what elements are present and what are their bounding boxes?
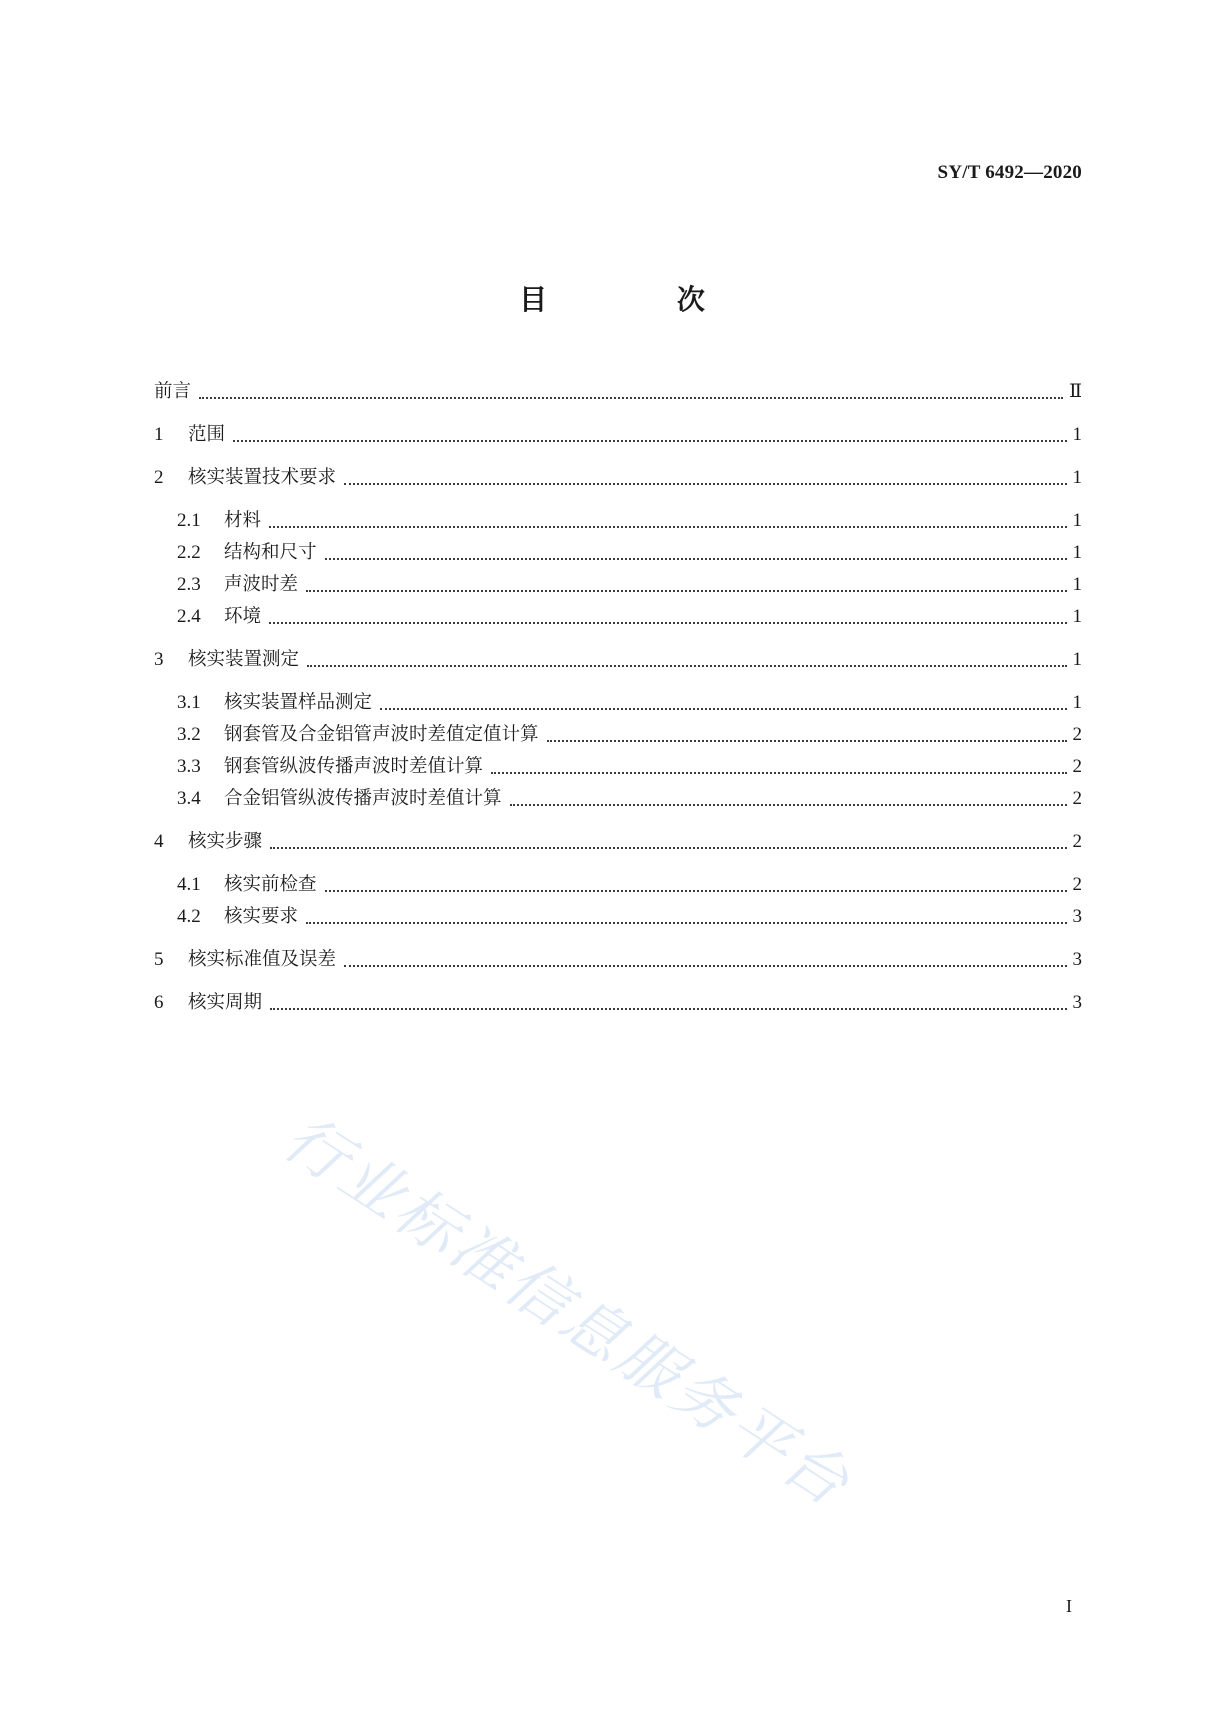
toc-entry-page: 1 <box>1067 464 1083 492</box>
toc-entry-label: 核实装置样品测定 <box>224 689 380 717</box>
toc-dot-leader <box>269 622 1067 624</box>
toc-entry-2-1[interactable] <box>0 507 1224 535</box>
toc-entry-label: 核实标准值及误差 <box>188 946 344 974</box>
toc-entry-2[interactable] <box>0 464 1224 492</box>
toc-entry-number: 4.2 <box>177 906 201 927</box>
toc-entry-page: 2 <box>1067 785 1083 813</box>
toc-entry-label: 环境 <box>224 603 269 631</box>
toc-entry-page: 2 <box>1067 871 1083 899</box>
toc-entry-6[interactable] <box>0 989 1224 1017</box>
toc-entry-label: 核实周期 <box>188 989 270 1017</box>
toc-entry-label: 核实要求 <box>224 903 306 931</box>
toc-entry-3-4[interactable] <box>0 785 1224 813</box>
toc-entry-page: 3 <box>1067 946 1083 974</box>
toc-entry-number: 1 <box>154 424 164 445</box>
toc-entry-page: 1 <box>1067 603 1083 631</box>
toc-entry-1[interactable] <box>0 421 1224 449</box>
toc-entry-label: 材料 <box>224 507 269 535</box>
toc-entry-number: 4.1 <box>177 874 201 895</box>
toc-entry-number: 3 <box>154 649 164 670</box>
toc-dot-leader <box>270 847 1067 849</box>
toc-entry-label: 结构和尺寸 <box>224 539 325 567</box>
toc-entry-3[interactable] <box>0 646 1224 674</box>
standard-code: SY/T 6492—2020 <box>937 162 1082 183</box>
toc-entry-number: 4 <box>154 831 164 852</box>
toc-entry-number: 3.3 <box>177 756 201 777</box>
toc-entry-page: 3 <box>1067 989 1083 1017</box>
toc-entry-label: 核实前检查 <box>224 871 325 899</box>
toc-dot-leader <box>270 1008 1067 1010</box>
toc-entry-number: 2.2 <box>177 542 201 563</box>
toc-entry-label: 核实装置测定 <box>188 646 307 674</box>
toc-dot-leader <box>510 804 1067 806</box>
toc-dot-leader <box>547 740 1067 742</box>
toc-entry-page: Ⅱ <box>1063 378 1082 406</box>
toc-dot-leader <box>233 440 1067 442</box>
toc-entry-label: 范围 <box>188 421 233 449</box>
page-folio: I <box>1066 1596 1072 1616</box>
toc-entry-2-2[interactable] <box>0 539 1224 567</box>
toc-entry-5[interactable] <box>0 946 1224 974</box>
toc-entry-3-2[interactable] <box>0 721 1224 749</box>
toc-entry-number: 6 <box>154 992 164 1013</box>
toc-entry-2-4[interactable] <box>0 603 1224 631</box>
toc-entry-page: 2 <box>1067 828 1083 856</box>
toc-entry-page: 1 <box>1067 507 1083 535</box>
toc-entry-3-3[interactable] <box>0 753 1224 781</box>
toc-entry-page: 1 <box>1067 539 1083 567</box>
toc-dot-leader <box>325 890 1067 892</box>
toc-entry-number: 2 <box>154 467 164 488</box>
toc-entry-4-2[interactable] <box>0 903 1224 931</box>
toc-entry-2-3[interactable] <box>0 571 1224 599</box>
toc-entry-number: 3.2 <box>177 724 201 745</box>
toc-entry-page: 1 <box>1067 646 1083 674</box>
toc-entry-page: 1 <box>1067 571 1083 599</box>
toc-dot-leader <box>491 772 1067 774</box>
toc-dot-leader <box>380 708 1067 710</box>
toc-entry-page: 1 <box>1067 689 1083 717</box>
toc-dot-leader <box>325 558 1067 560</box>
toc-dot-leader <box>306 922 1067 924</box>
watermark: 行业标准信息服务平台 <box>271 1100 865 1522</box>
toc-entry-number: 3.4 <box>177 788 201 809</box>
page-title: 目 次 <box>519 283 765 316</box>
toc-entry-label: 核实装置技术要求 <box>188 464 344 492</box>
toc-entry-label: 前言 <box>154 378 199 406</box>
toc-entry-label: 声波时差 <box>224 571 306 599</box>
toc-dot-leader <box>269 526 1067 528</box>
toc-dot-leader <box>307 665 1067 667</box>
toc-dot-leader <box>344 483 1067 485</box>
toc-entry-label: 钢套管纵波传播声波时差值计算 <box>224 753 491 781</box>
toc-entry-number: 3.1 <box>177 692 201 713</box>
toc-entry-4-1[interactable] <box>0 871 1224 899</box>
toc-entry-4[interactable] <box>0 828 1224 856</box>
toc-dot-leader <box>344 965 1067 967</box>
toc-entry-page: 2 <box>1067 753 1083 781</box>
toc-entry-label: 核实步骤 <box>188 828 270 856</box>
toc-entry-page: 1 <box>1067 421 1083 449</box>
toc-entry-label: 合金铝管纵波传播声波时差值计算 <box>224 785 510 813</box>
toc-entry-number: 2.1 <box>177 510 201 531</box>
toc-entry-page: 2 <box>1067 721 1083 749</box>
toc-entry-foreword[interactable] <box>0 378 1224 406</box>
toc-entry-page: 3 <box>1067 903 1083 931</box>
toc-entry-label: 钢套管及合金铝管声波时差值定值计算 <box>224 721 547 749</box>
toc-dot-leader <box>306 590 1067 592</box>
toc-entry-number: 2.3 <box>177 574 201 595</box>
toc-entry-number: 2.4 <box>177 606 201 627</box>
toc-dot-leader <box>199 397 1063 399</box>
toc-entry-3-1[interactable] <box>0 689 1224 717</box>
toc-entry-number: 5 <box>154 949 164 970</box>
